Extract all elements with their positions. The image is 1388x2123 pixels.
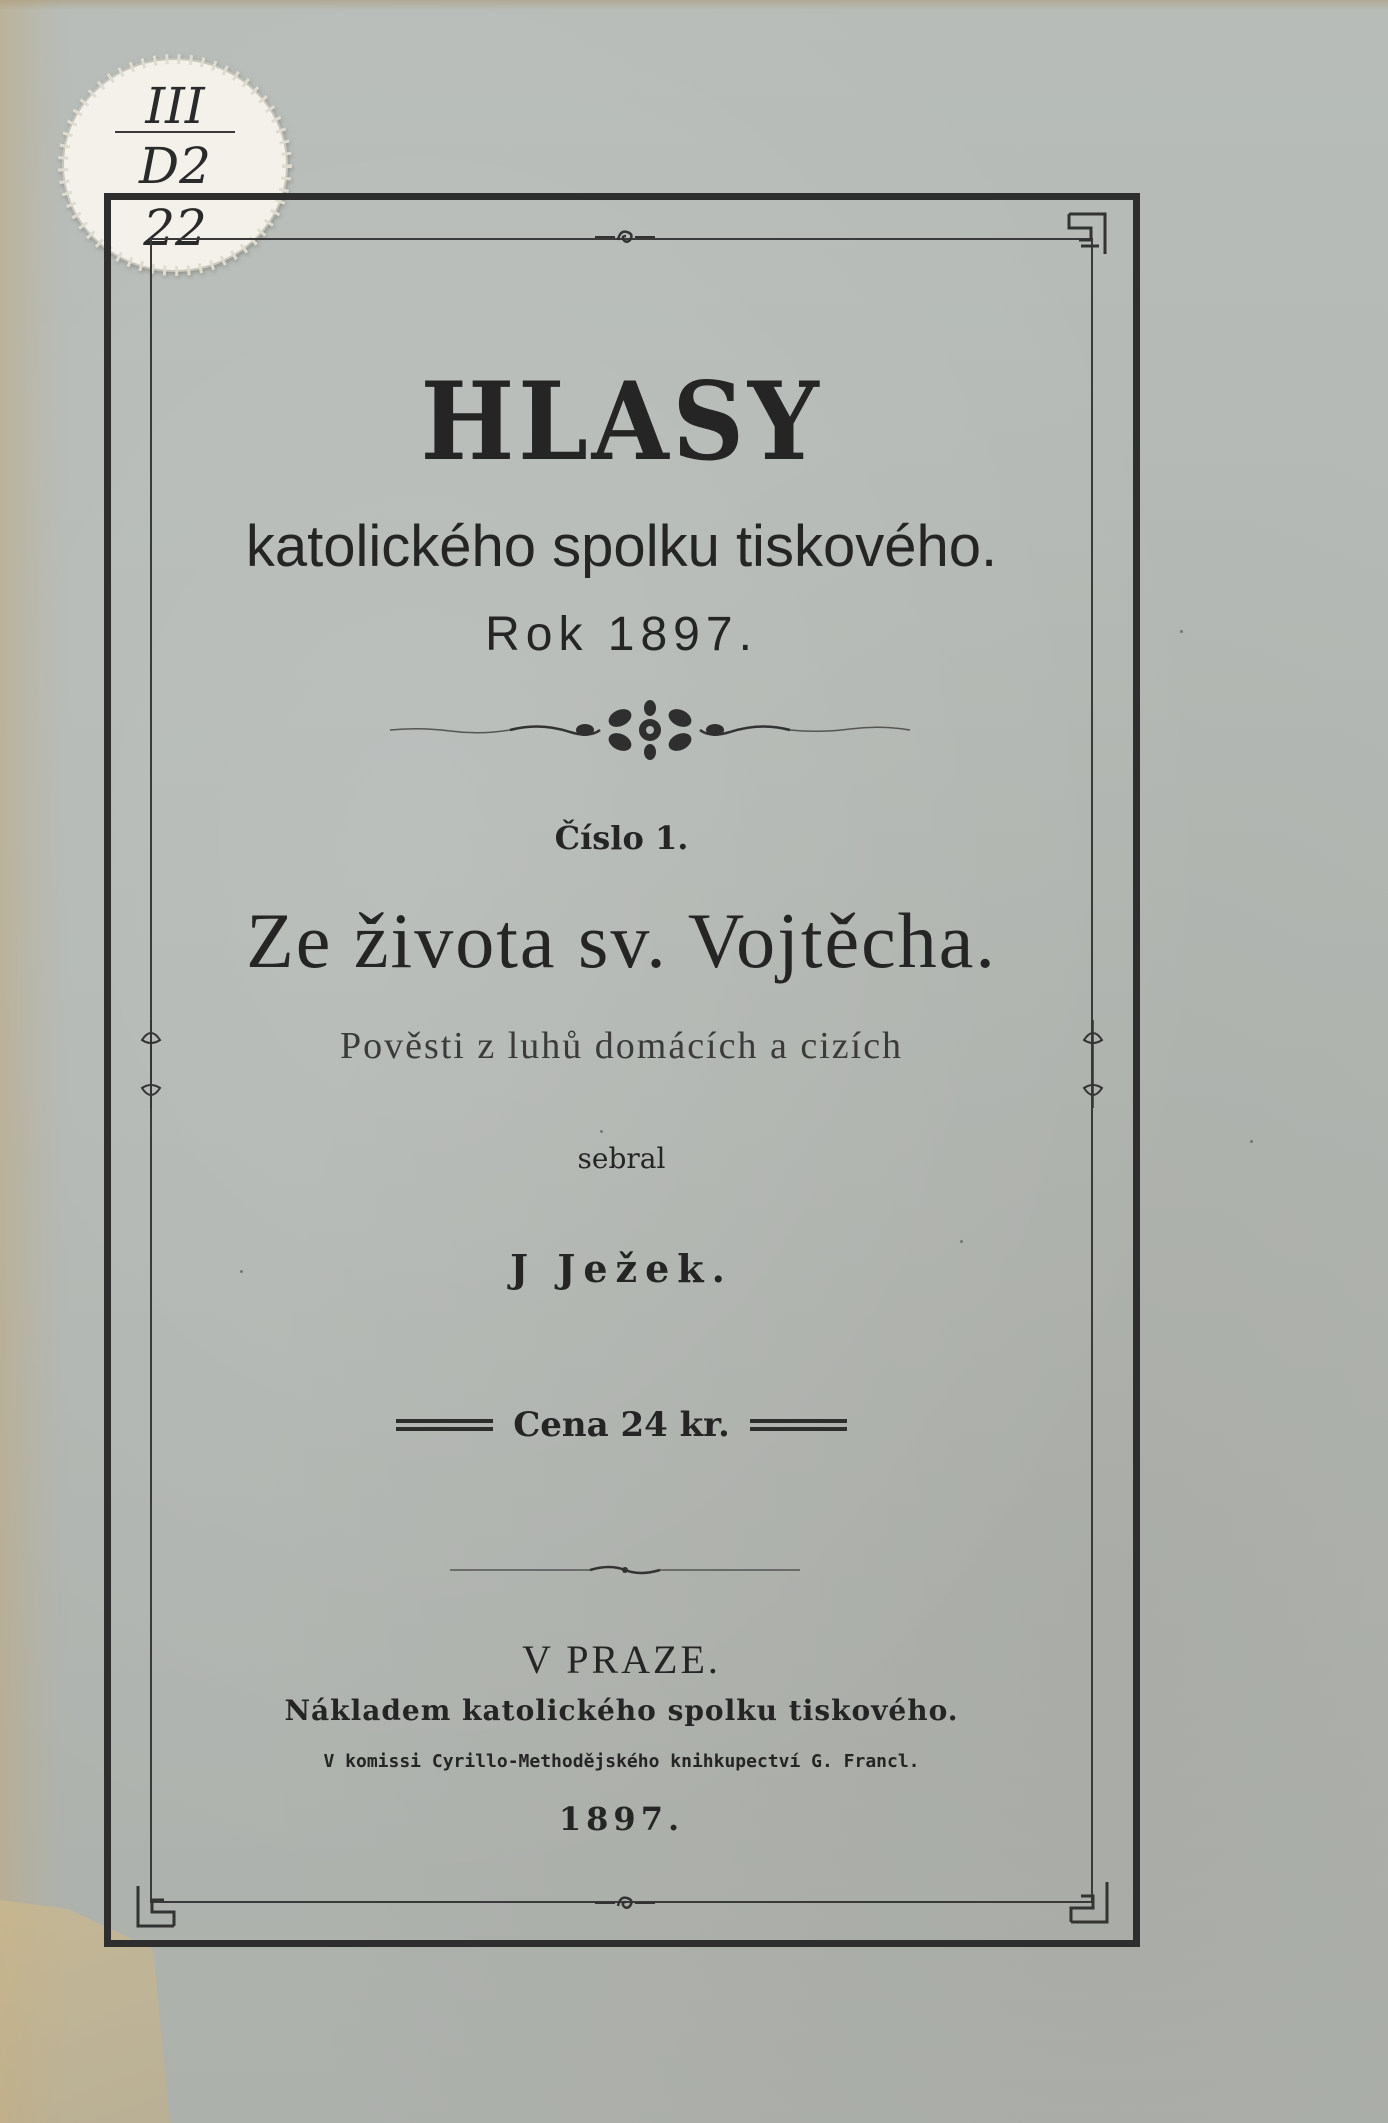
series-year: Rok 1897. (485, 608, 758, 661)
work-subtitle: Pověsti z luhů domácích a cizích (339, 1025, 904, 1067)
double-rule-left (396, 1419, 493, 1431)
price-row (150, 1398, 1093, 1452)
double-rule-right (750, 1419, 847, 1431)
top-edge-wear (0, 0, 1388, 10)
corner-ornament-bottom-right (1067, 1876, 1113, 1926)
top-scroll-ornament (590, 222, 660, 252)
series-title: HLASY (420, 359, 823, 485)
label-line-3: 22 (143, 199, 207, 257)
floral-divider (380, 700, 920, 760)
work-title: Ze života sv. Vojtěcha. (246, 897, 997, 984)
publisher-line: Nákladem katolického spolku tiskového. (284, 1694, 959, 1727)
compiled-by-label: sebral (577, 1142, 666, 1175)
label-line-2: D2 (139, 137, 211, 195)
price: Cena 24 kr. (513, 1405, 730, 1445)
publication-year: 1897. (558, 1800, 685, 1838)
corner-ornament-bottom-left (132, 1880, 178, 1930)
bottom-scroll-ornament (590, 1888, 660, 1918)
corner-ornament-top-right (1065, 210, 1111, 260)
label-line-1: III (145, 77, 205, 135)
spine-wear (0, 0, 70, 2123)
commission-line: V komissi Cyrillo-Methodějského knihkupectví G. Francl. (323, 1751, 920, 1772)
issue-number: Číslo 1. (554, 819, 689, 857)
series-subtitle: katolického spolku tiskového. (245, 514, 998, 579)
author-name: J Ježek. (510, 1246, 733, 1291)
publication-city: V PRAZE. (522, 1637, 721, 1682)
small-divider (450, 1560, 800, 1580)
